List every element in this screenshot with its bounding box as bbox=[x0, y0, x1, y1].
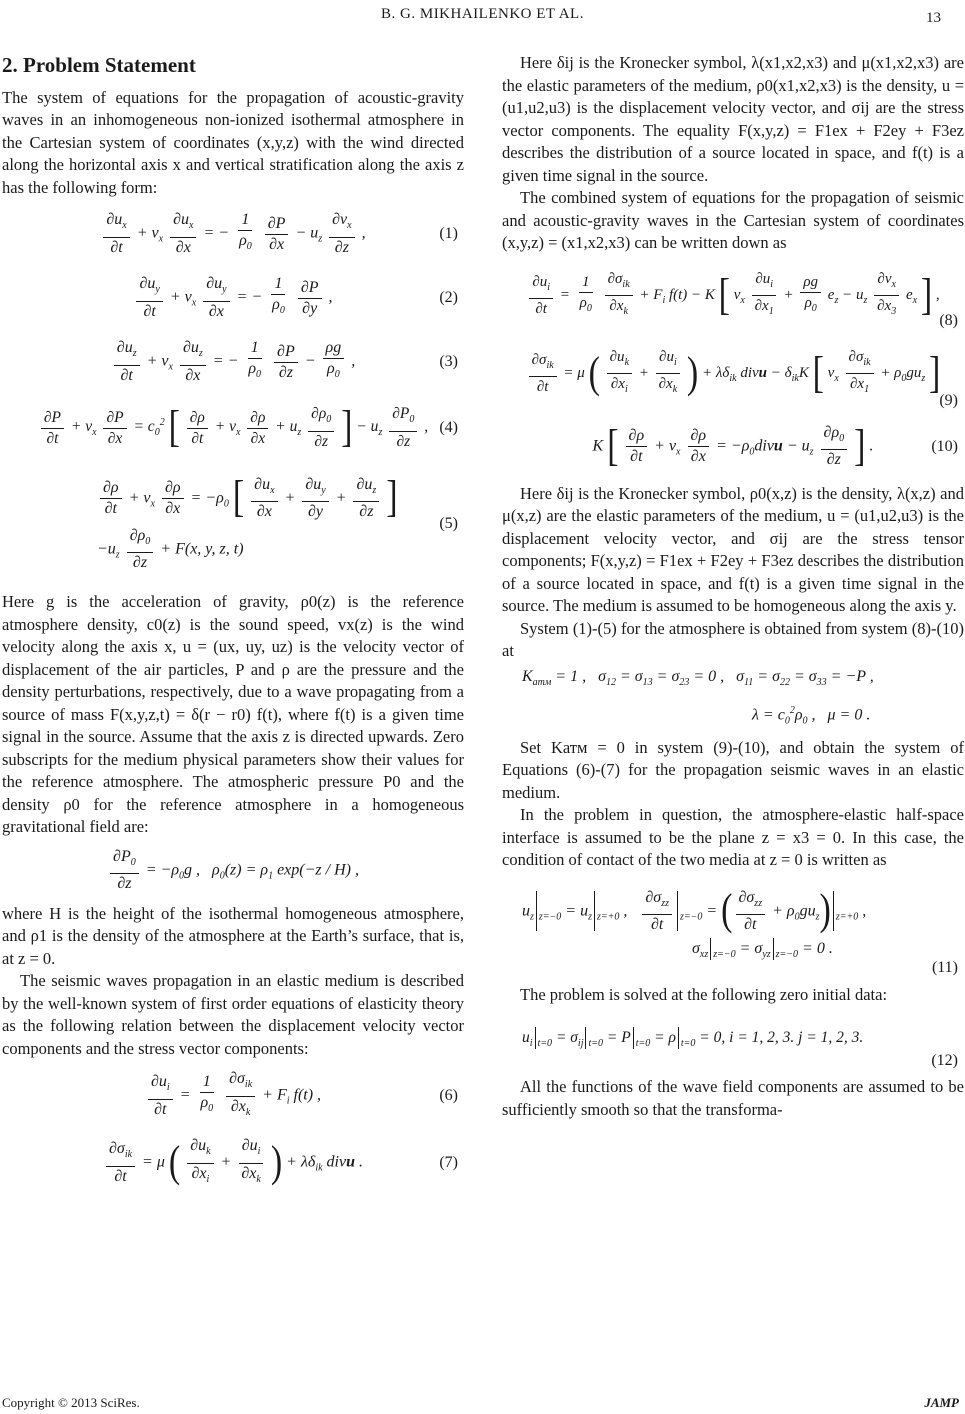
equation-label: (1) bbox=[439, 224, 458, 242]
left-paragraph-2: Here g is the acceleration of gravity, ρ0(z) is the reference atmosphere density, c0(z) is the sound speed, vx(z) is the wind velocity along the axis x, u = (ux, uy, uz) is the velocity vector of displacement of the air particles, P and ρ are the pressure and the density perturbations, respectively, due to a wave propagating from a source of mass F(x,y,z,t) = δ(r − r0) f(t), where f(t) is a given time signal in the source. Assume that the axis z is directed upwards. Zero subscripts for the medium physical parameters show their values for the reference atmosphere. The atmospheric pressure P0 and the density ρ0 for the reference atmosphere in a homogeneous gravitational field are: bbox=[2, 592, 464, 836]
equation-label: (10) bbox=[931, 437, 958, 455]
right-paragraph-2: The combined system of equations for the propagation of seismic and acoustic-gravity waves in the Cartesian system of coordinates (x,y,z) = (x1,x2,x3) can be written down as bbox=[502, 188, 964, 252]
equation-label: (12) bbox=[931, 1051, 958, 1069]
equation-label: (4) bbox=[439, 418, 458, 436]
right-paragraph-6: In the problem in question, the atmosphere-elastic half-space interface is assumed to be the plane z = x3 = 0. In this case, the condition of contact of the two media at z = 0 is written as bbox=[502, 805, 964, 869]
equation-label: (8) bbox=[939, 312, 958, 329]
left-paragraph-4: The seismic waves propagation in an elastic medium is described by the well-known system of first order equations of elasticity theory as the following relation between the displacement velocity vector components and the stress vector components: bbox=[2, 971, 464, 1058]
journal-name: JAMP bbox=[924, 1395, 959, 1410]
page-number: 13 bbox=[926, 10, 941, 26]
equation-label: (7) bbox=[439, 1153, 458, 1171]
equation-6: $\frac{\partial u_i}{\partial t}$ = $\frac{1}{\rho_0}$ $\frac{\partial\sigma_{ik}}{\partial x_k}$ + $F_i$ f(t) , (6) bbox=[2, 1066, 464, 1126]
equation-11: $u_z$ $_{z=-0} = u_z$ $_{z=+0}$ , $\frac{\partial\sigma_{zz}}{\partial t}$ $_{z=-0}$ = ( $\frac{\partial\sigma_{zz}}{\partial t}$ + $\rho_0gu_z$) $_{z=+0}$ , $\sigma_{xz}$ $_{z=-0} = \sigma_{yz}$ $_{z=-0}$ = 0 . (11) bbox=[502, 878, 964, 978]
right-column bbox=[502, 52, 964, 1121]
equation-reference-atmosphere: $\frac{\partial P_0}{\partial z}$ = $-\rho_0g$ , $\rho_0(z) = \rho_1$ exp(−z / H) , bbox=[2, 845, 464, 897]
right-paragraph-1: Here δij is the Kronecker symbol, λ(x1,x2,x3) and μ(x1,x2,x3) are the elastic parameters of the medium, ρ0(x1,x2,x3) is the density, u = (u1,u2,u3) is the displacement velocity vector, and σij are the stress vector components. The equality F(x,y,z) = F1ex + F2ey + F3ez describes the distribution of a source located in space, and f(t) is a given time signal in the source. bbox=[502, 53, 964, 185]
equation-10: K [ $\frac{\partial\rho}{\partial t}$ + $v_x$ $\frac{\partial\rho}{\partial x}$ = $-\rho_0divu - u_z$ $\frac{\partial\rho_0}{\partial z}$ ] . (10) bbox=[592, 421, 958, 470]
equation-9: $\frac{\partial\sigma_{ik}}{\partial t}$ = μ ( $\frac{\partial u_k}{\partial x_i}$ + $\frac{\partial u_i}{\partial x_k}$ ) + $\lambda\delta_{ik}$ divu − $\delta_{ik}K$ [ $v_x$ $\frac{\partial\sigma_{ik}}{\partial x_1}$ + $\rho_0gu_z$ ] (9) bbox=[502, 337, 964, 411]
left-paragraph-1: The system of equations for the propagation of acoustic-gravity waves in an inhomogeneous non-ionized isothermal atmosphere in the Cartesian system of coordinates (x,y,z) with the wind directed along the horizontal axis x and vertical stratification along the axis z has the following form: bbox=[2, 87, 464, 197]
equation-label: (5) bbox=[439, 514, 458, 532]
equation-2: $\frac{\partial u_y}{\partial t}$ + $v_x$ $\frac{\partial u_y}{\partial x}$ = − $\frac{1}{\rho_0}$ $\frac{\partial P}{\partial y}$ , (2) bbox=[2, 269, 464, 327]
equation-atmosphere-conditions: $K_{атм} = 1$ , $\sigma_{12} = \sigma_{13} = \sigma_{23} = 0$ , $\sigma_{11} = \sigma_{22} = \sigma_{33} = -P$ , $\lambda = c_0^2\rho_0$ , μ = 0 . bbox=[522, 667, 874, 727]
copyright-notice: Copyright © 2013 SciRes. bbox=[2, 1395, 140, 1410]
right-paragraph-5: Set Kатм = 0 in system (9)-(10), and obtain the system of Equations (6)-(7) for the propagation seismic waves in an elastic medium. bbox=[502, 737, 964, 802]
equation-12: $u_i$ $_{t=0} = \sigma_{ij}$ $_{t=0}$ = P $_{t=0}$ = ρ $_{t=0}$ = 0, i = 1, 2, 3. j = 1, 2, 3. (12) bbox=[502, 1012, 964, 1070]
left-paragraph-3: where H is the height of the isothermal homogeneous atmosphere, and ρ1 is the density of the atmosphere at the Earth’s surface, that is, at z = 0. bbox=[2, 903, 464, 968]
equation-label: (11) bbox=[931, 959, 958, 976]
equation-label: (2) bbox=[439, 288, 458, 306]
right-paragraph-4: System (1)-(5) for the atmosphere is obtained from system (8)-(10) at bbox=[502, 618, 964, 660]
equation-label: (9) bbox=[939, 392, 958, 409]
equation-7: $\frac{\partial\sigma_{ik}}{\partial t}$ = μ ( $\frac{\partial u_k}{\partial x_i}$ + $\frac{\partial u_i}{\partial x_k}$ ) + $\lambda\delta_{ik}$ divu . (7) bbox=[2, 1132, 464, 1194]
left-column bbox=[2, 40, 464, 1200]
equation-4: $\frac{\partial P}{\partial t}$ + $v_x$ $\frac{\partial P}{\partial x}$ = $c_0^2$ [ $\frac{\partial\rho}{\partial t}$ + $v_x$ $\frac{\partial\rho}{\partial x}$ + $u_z$ $\frac{\partial\rho_0}{\partial z}$ ] − $u_z$ $\frac{\partial P_0}{\partial z}$ , (4) bbox=[2, 397, 464, 459]
right-paragraph-8: All the functions of the wave field components are assumed to be sufficiently smooth so that the transforma- bbox=[502, 1077, 964, 1119]
equation-label: (6) bbox=[439, 1086, 458, 1104]
right-paragraph-7: The problem is solved at the following zero initial data: bbox=[520, 984, 888, 1004]
equation-label: (3) bbox=[439, 352, 458, 370]
page-header bbox=[0, 6, 965, 36]
equation-1: $\frac{\partial u_x}{\partial t}$ + $v_x$ $\frac{\partial u_x}{\partial x}$ = − $\frac{1}{\rho_0}$ $\frac{\partial P}{\partial x}$ − $u_z$ $\frac{\partial v_x}{\partial z}$ , (1) bbox=[2, 205, 464, 263]
equation-3: $\frac{\partial u_z}{\partial t}$ + $v_x$ $\frac{\partial u_z}{\partial x}$ = − $\frac{1}{\rho_0}$ $\frac{\partial P}{\partial z}$ − $\frac{\rho g}{\rho_0}$ , (3) bbox=[2, 333, 464, 391]
equation-8: $\frac{\partial u_i}{\partial t}$ = $\frac{1}{\rho_0}$ $\frac{\partial\sigma_{ik}}{\partial x_k}$ + $F_i$ f(t) − K [ $v_x$ $\frac{\partial u_i}{\partial x_1}$ + $\frac{\rho g}{\rho_0}$ $e_z - u_z$ $\frac{\partial v_x}{\partial x_3}$ $e_x$ ] , (8) bbox=[502, 261, 964, 331]
section-title: 2. Problem Statement bbox=[2, 53, 196, 77]
running-head: B. G. MIKHAILENKO ET AL. bbox=[381, 6, 584, 22]
equation-5: $\frac{\partial\rho}{\partial t}$ + $v_x$ $\frac{\partial\rho}{\partial x}$ = $-\rho_0$ [ $\frac{\partial u_x}{\partial x}$ + $\frac{\partial u_y}{\partial y}$ + $\frac{\partial u_z}{\partial z}$ ] $-u_z$ $\frac{\partial\rho_0}{\partial z}$ + F(x, y, z, t) (5) bbox=[97, 473, 458, 572]
right-paragraph-3: Here δij is the Kronecker symbol, ρ0(x,z) is the density, λ(x,z) and μ(x,z) are the elastic parameters of the medium, u = (u1,u2,u3) is the displacement velocity vector, and σij are the stress tensor components; F(x,y,z) = F1ex + F2ey + F3ez describes the distribution of a source located in space, and f(t) is a given time signal in the source. The medium is assumed to be homogeneous along the axis y. bbox=[502, 483, 964, 615]
